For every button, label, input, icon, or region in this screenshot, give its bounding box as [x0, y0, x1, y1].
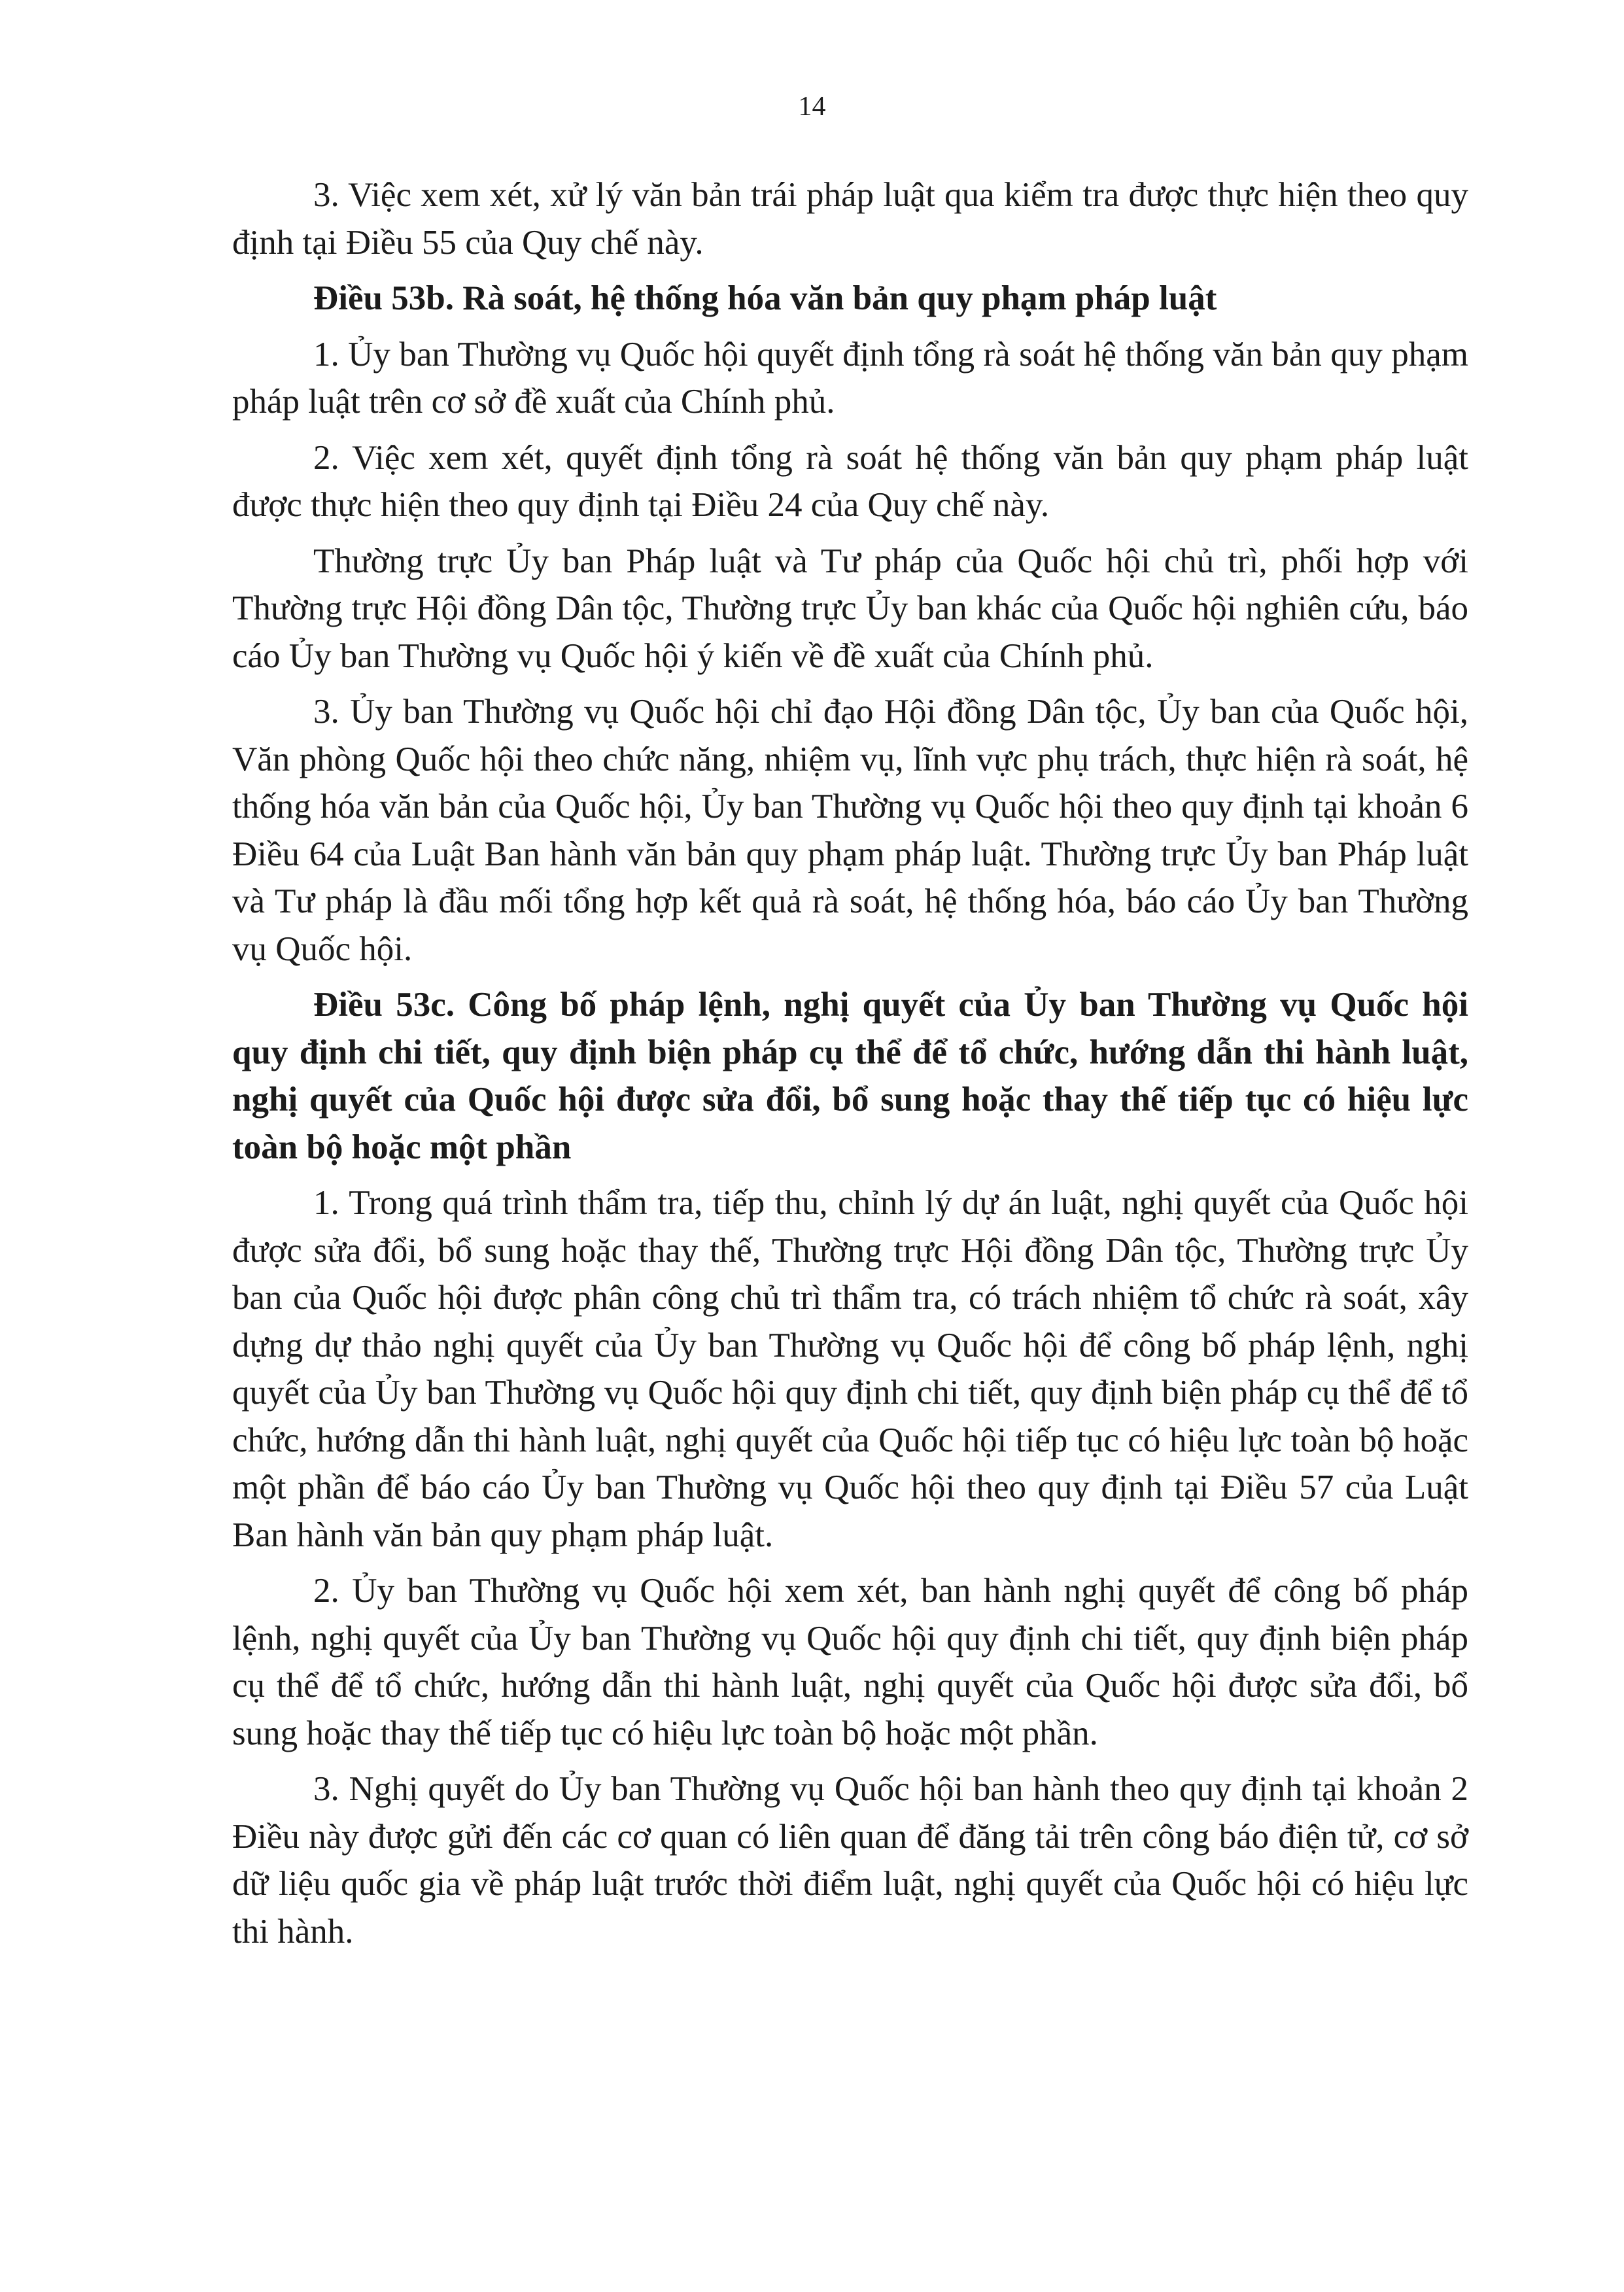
page-number: 14 — [798, 92, 826, 122]
article-53b-heading: Điều 53b. Rà soát, hệ thống hóa văn bản quy phạm pháp luật — [313, 279, 1217, 317]
article-53b-clause-3: 3. Ủy ban Thường vụ Quốc hội chỉ đạo Hội đồng Dân tộc, Ủy ban của Quốc hội, Văn phòng Quốc hội theo chức năng, nhiệm vụ, lĩnh vực phụ trách, thực hiện rà soát, hệ thống hóa văn bản của Quốc hội, Ủy ban Thường vụ Quốc hội theo quy định tại khoản 6 Điều 64 của Luật Ban hành văn bản quy phạm pháp luật. Thường trực Ủy ban Pháp luật và Tư pháp là đầu mối tổng hợp kết quả rà soát, hệ thống hóa, báo cáo Ủy ban Thường vụ Quốc hội. — [232, 693, 1468, 968]
article-53c-heading: Điều 53c. Công bố pháp lệnh, nghị quyết của Ủy ban Thường vụ Quốc hội quy định chi tiết, quy định biện pháp cụ thể để tổ chức, hướng dẫn thi hành luật, nghị quyết của Quốc hội được sửa đổi, bổ sung hoặc thay thế tiếp tục có hiệu lực toàn bộ hoặc một phần — [232, 986, 1468, 1166]
article-53b-clause-1: 1. Ủy ban Thường vụ Quốc hội quyết định tổng rà soát hệ thống văn bản quy phạm pháp luật trên cơ sở đề xuất của Chính phủ. — [232, 335, 1468, 421]
clause-3-review-handling: 3. Việc xem xét, xử lý văn bản trái pháp luật qua kiểm tra được thực hiện theo quy định tại Điều 55 của Quy chế này. — [232, 176, 1468, 262]
article-53c-clause-1: 1. Trong quá trình thẩm tra, tiếp thu, chỉnh lý dự án luật, nghị quyết của Quốc hội được sửa đổi, bổ sung hoặc thay thế, Thường trực Hội đồng Dân tộc, Thường trực Ủy ban của Quốc hội được phân công chủ trì thẩm tra, có trách nhiệm tổ chức rà soát, xây dựng dự thảo nghị quyết của Ủy ban Thường vụ Quốc hội để công bố pháp lệnh, nghị quyết của Ủy ban Thường vụ Quốc hội quy định chi tiết, quy định biện pháp cụ thể để tổ chức, hướng dẫn thi hành luật, nghị quyết của Quốc hội tiếp tục có hiệu lực toàn bộ hoặc một phần để báo cáo Ủy ban Thường vụ Quốc hội theo quy định tại Điều 57 của Luật Ban hành văn bản quy phạm pháp luật. — [232, 1184, 1468, 1554]
article-53b-clause-2: 2. Việc xem xét, quyết định tổng rà soát hệ thống văn bản quy phạm pháp luật được thực hiện theo quy định tại Điều 24 của Quy chế này. — [232, 438, 1468, 524]
article-53b-clause-2-continued: Thường trực Ủy ban Pháp luật và Tư pháp của Quốc hội chủ trì, phối hợp với Thường trực Hội đồng Dân tộc, Thường trực Ủy ban khác của Quốc hội nghiên cứu, báo cáo Ủy ban Thường vụ Quốc hội ý kiến về đề xuất của Chính phủ. — [232, 542, 1468, 675]
article-53c-clause-3: 3. Nghị quyết do Ủy ban Thường vụ Quốc hội ban hành theo quy định tại khoản 2 Điều này được gửi đến các cơ quan có liên quan để đăng tải trên công báo điện tử, cơ sở dữ liệu quốc gia về pháp luật trước thời điểm luật, nghị quyết của Quốc hội có hiệu lực thi hành. — [232, 1770, 1468, 1951]
article-53c-clause-2: 2. Ủy ban Thường vụ Quốc hội xem xét, ban hành nghị quyết để công bố pháp lệnh, nghị quyết của Ủy ban Thường vụ Quốc hội quy định chi tiết, quy định biện pháp cụ thể để tổ chức, hướng dẫn thi hành luật, nghị quyết của Quốc hội được sửa đổi, bổ sung hoặc thay thế tiếp tục có hiệu lực toàn bộ hoặc một phần. — [232, 1572, 1468, 1752]
document-body — [232, 171, 1468, 1964]
